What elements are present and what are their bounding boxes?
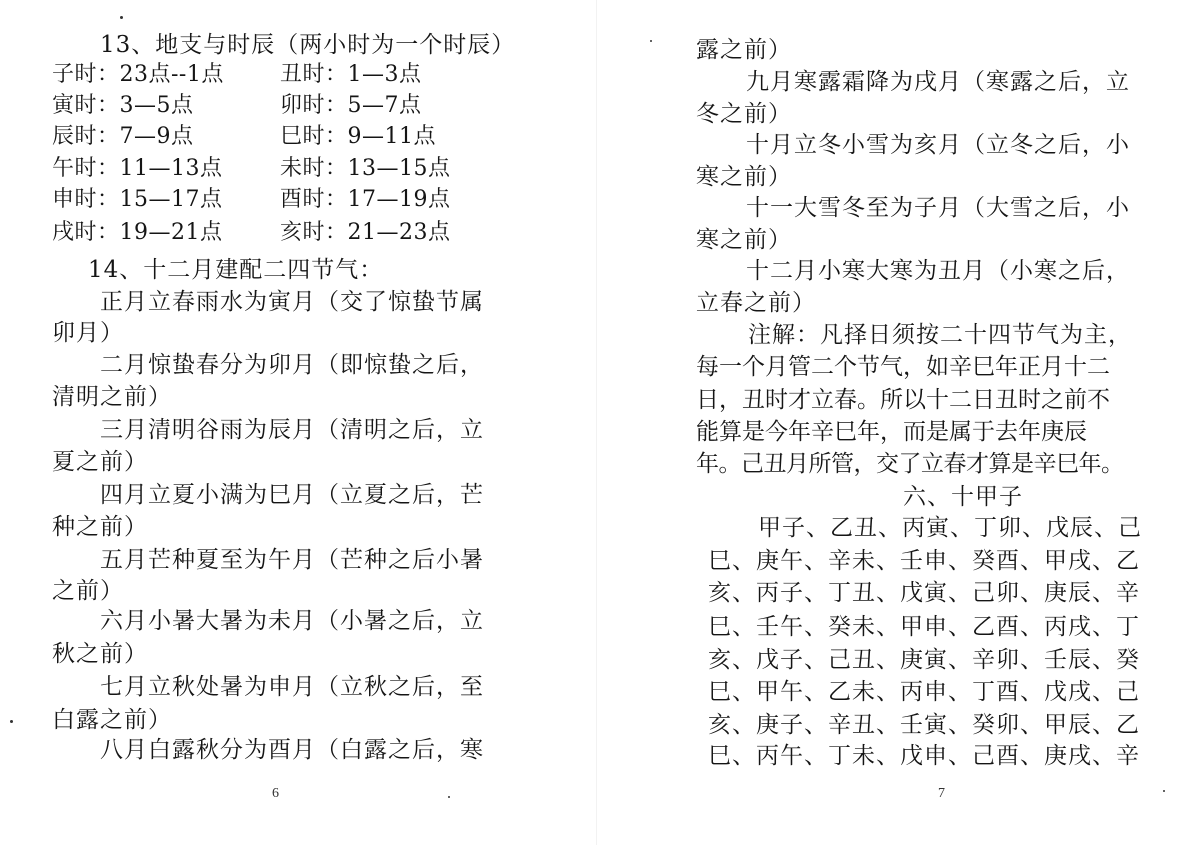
text-line: 九月寒露霜降为戌月（寒露之后，立 <box>746 69 1130 95</box>
annotation-line: 能算是今年辛巳年，而是属于去年庚辰 <box>696 419 1087 445</box>
text-line: 立春之前） <box>696 290 816 316</box>
jiazi-line: 甲子、乙丑、丙寅、丁卯、戊辰、己 <box>758 515 1142 541</box>
text-line: 十二月小寒大寒为丑月（小寒之后， <box>746 258 1130 284</box>
time-row-left: 子时：23点--1点 <box>52 62 224 87</box>
jiazi-line: 巳、丙午、丁未、戊申、己酉、庚戌、辛 <box>708 743 1140 769</box>
month-line: 正月立春雨水为寅月（交了惊蛰节属 <box>100 289 484 315</box>
jiazi-line: 亥、戊子、己丑、庚寅、辛卯、壬辰、癸 <box>708 647 1140 673</box>
time-row-left: 辰时：7—9点 <box>52 124 194 149</box>
time-row-right: 丑时：1—3点 <box>280 62 422 87</box>
jiazi-line: 巳、壬午、癸未、甲申、乙酉、丙戌、丁 <box>708 614 1140 640</box>
left-page <box>0 0 598 845</box>
month-line: 六月小暑大暑为未月（小暑之后，立 <box>100 608 484 634</box>
month-line: 七月立秋处暑为申月（立秋之后，至 <box>100 674 484 700</box>
month-line: 秋之前） <box>52 641 148 667</box>
scan-speck <box>448 796 450 798</box>
time-row-left: 寅时：3—5点 <box>52 93 194 118</box>
month-line: 五月芒种夏至为午月（芒种之后小暑 <box>100 547 484 573</box>
jiazi-line: 巳、庚午、辛未、壬申、癸酉、甲戌、乙 <box>708 548 1140 574</box>
right-page <box>598 0 1197 845</box>
page-number: 6 <box>272 786 279 801</box>
time-row-right: 未时：13—15点 <box>280 156 451 181</box>
time-row-left: 戌时：19—21点 <box>52 220 223 245</box>
month-line: 三月清明谷雨为辰月（清明之后，立 <box>100 417 484 443</box>
month-line: 二月惊蛰春分为卯月（即惊蛰之后， <box>100 352 484 378</box>
jiazi-title: 六、十甲子 <box>903 484 1023 510</box>
jiazi-line: 亥、庚子、辛丑、壬寅、癸卯、甲辰、乙 <box>708 712 1140 738</box>
time-row-left: 申时：15—17点 <box>52 187 223 212</box>
jiazi-line: 亥、丙子、丁丑、戊寅、己卯、庚辰、辛 <box>708 580 1140 606</box>
section-14-title: 14、十二月建配二四节气： <box>88 257 384 283</box>
jiazi-line: 巳、甲午、乙未、丙申、丁酉、戊戌、己 <box>708 679 1140 705</box>
time-row-right: 巳时：9—11点 <box>280 124 436 149</box>
time-row-right: 酉时：17—19点 <box>280 187 451 212</box>
section-13-title: 13、地支与时辰（两小时为一个时辰） <box>100 32 516 58</box>
scan-speck <box>650 40 652 42</box>
text-line: 露之前） <box>696 37 792 63</box>
month-line: 八月白露秋分为酉月（白露之后，寒 <box>100 737 484 763</box>
text-line: 十一大雪冬至为子月（大雪之后，小 <box>746 195 1130 221</box>
page-number: 7 <box>938 786 945 801</box>
time-row-left: 午时：11—13点 <box>52 156 223 181</box>
month-line: 种之前） <box>52 514 148 540</box>
scan-speck <box>1163 790 1165 792</box>
annotation-line: 注解：凡择日须按二十四节气为主， <box>748 322 1132 348</box>
annotation-line: 每一个月管二个节气，如辛巳年正月十二 <box>696 354 1110 380</box>
month-line: 清明之前） <box>52 384 172 410</box>
annotation-line: 年。己丑月所管，交了立春才算是辛巳年。 <box>696 451 1124 477</box>
month-line: 夏之前） <box>52 449 148 475</box>
text-line: 冬之前） <box>696 101 792 127</box>
month-line: 之前） <box>52 578 124 604</box>
scan-speck <box>10 720 13 723</box>
text-line: 寒之前） <box>696 164 792 190</box>
time-row-right: 卯时：5—7点 <box>280 93 422 118</box>
scan-speck <box>120 16 123 19</box>
annotation-line: 日，丑时才立春。所以十二日丑时之前不 <box>696 387 1110 413</box>
text-line: 十月立冬小雪为亥月（立冬之后，小 <box>746 132 1130 158</box>
month-line: 卯月） <box>52 320 124 346</box>
time-row-right: 亥时：21—23点 <box>280 220 451 245</box>
month-line: 白露之前） <box>52 707 172 733</box>
month-line: 四月立夏小满为巳月（立夏之后，芒 <box>100 482 484 508</box>
text-line: 寒之前） <box>696 227 792 253</box>
